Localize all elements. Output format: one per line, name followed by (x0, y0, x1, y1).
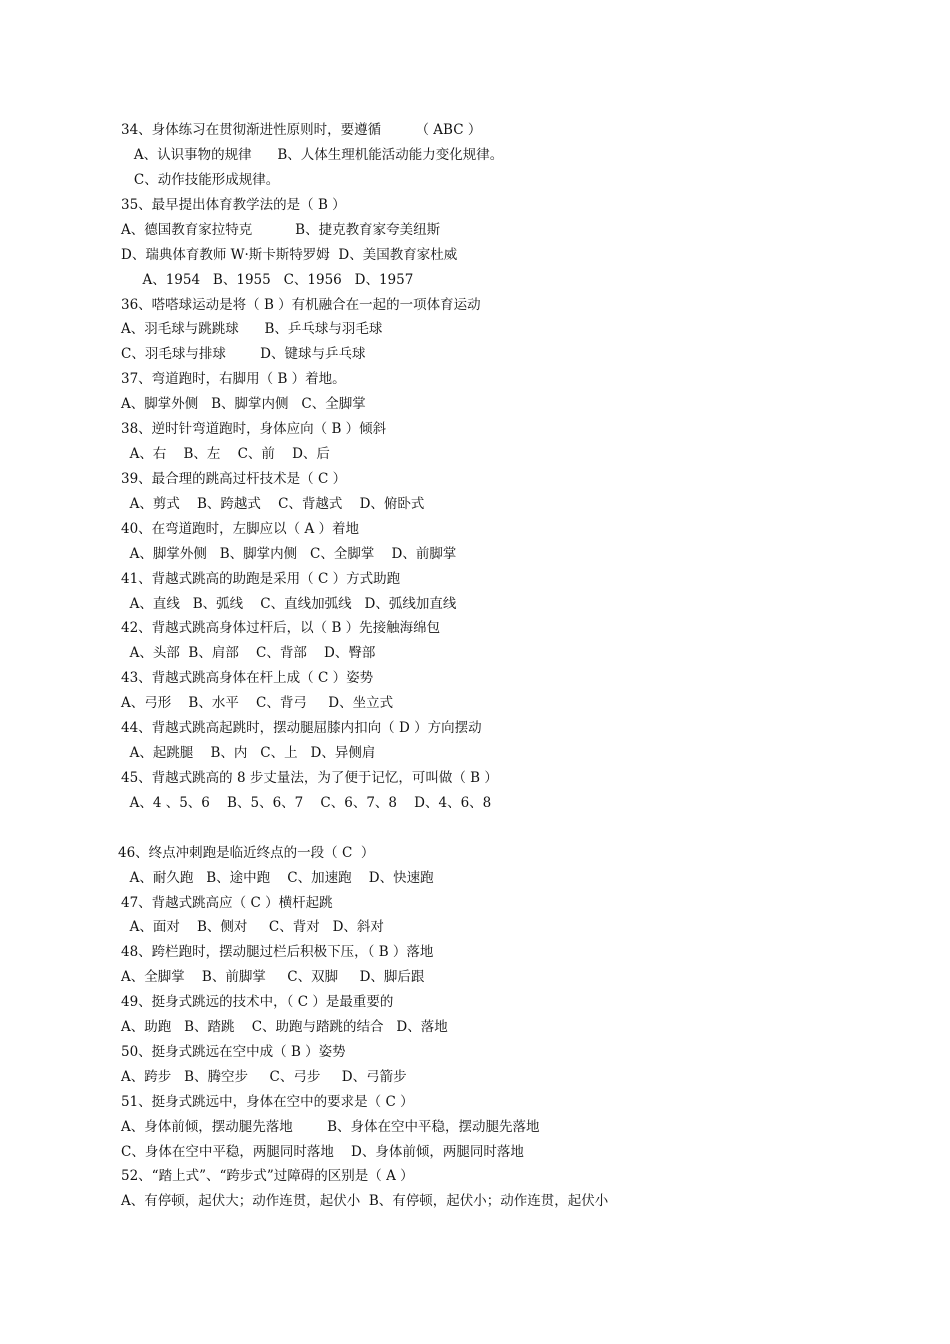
text-line: C、动作技能形成规律。 (121, 172, 280, 188)
text-line: A、面对 B、侧对 C、背对 D、斜对 (121, 919, 384, 935)
text-line: 50、挺身式跳远在空中成（ B ）姿势 (121, 1044, 346, 1060)
text-line: A、右 B、左 C、前 D、后 (121, 446, 330, 462)
text-line: 35、最早提出体育教学法的是（ B ） (121, 197, 346, 213)
text-line: A、脚掌外侧 B、脚掌内侧 C、全脚掌 (121, 396, 366, 412)
text-line: 46、终点冲刺跑是临近终点的一段（ C ） (118, 845, 375, 861)
text-line: C、身体在空中平稳，两腿同时落地 D、身体前倾，两腿同时落地 (121, 1144, 524, 1160)
text-line: A、直线 B、弧线 C、直线加弧线 D、弧线加直线 (121, 596, 457, 612)
text-line: A、头部 B、肩部 C、背部 D、臀部 (121, 645, 376, 661)
text-line: A、1954 B、1955 C、1956 D、1957 (121, 272, 414, 288)
text-line: A、4 、5、6 B、5、6、7 C、6、7、8 D、4、6、8 (121, 795, 492, 811)
text-line: A、认识事物的规律 B、人体生理机能活动能力变化规律。 (121, 147, 504, 163)
text-line: A、羽毛球与跳跳球 B、乒乓球与羽毛球 (121, 321, 383, 337)
text-line: 45、背越式跳高的 8 步丈量法，为了便于记忆，可叫做（ B ） (121, 770, 498, 786)
text-line: 47、背越式跳高应（ C ）横杆起跳 (121, 895, 333, 911)
text-line: 42、背越式跳高身体过杆后，以（ B ）先接触海绵包 (121, 620, 441, 636)
text-line: A、耐久跑 B、途中跑 C、加速跑 D、快速跑 (121, 870, 434, 886)
text-line: A、德国教育家拉特克 B、捷克教育家夸美纽斯 (121, 222, 441, 238)
text-line: 34、身体练习在贯彻渐进性原则时，要遵循 （ ABC ） (121, 122, 482, 138)
text-line: A、脚掌外侧 B、脚掌内侧 C、全脚掌 D、前脚掌 (121, 546, 457, 562)
text-line: A、弓形 B、水平 C、背弓 D、坐立式 (121, 695, 394, 711)
text-line: 49、挺身式跳远的技术中，（ C ）是最重要的 (121, 994, 394, 1010)
text-line: 40、在弯道跑时，左脚应以（ A ）着地 (121, 521, 360, 537)
text-line: 51、挺身式跳远中，身体在空中的要求是（ C ） (121, 1094, 414, 1110)
text-line: 38、逆时针弯道跑时，身体应向（ B ）倾斜 (121, 421, 387, 437)
text-line: D、瑞典体育教师 W·斯卡斯特罗姆 D、美国教育家杜威 (121, 247, 458, 263)
text-line: 36、嗒嗒球运动是将（ B ）有机融合在一起的一项体育运动 (121, 297, 481, 313)
text-line: A、跨步 B、腾空步 C、弓步 D、弓箭步 (121, 1069, 407, 1085)
text-line: A、全脚掌 B、前脚掌 C、双脚 D、脚后跟 (121, 969, 425, 985)
text-line: A、起跳腿 B、内 C、上 D、异侧肩 (121, 745, 376, 761)
text-line: A、剪式 B、跨越式 C、背越式 D、俯卧式 (121, 496, 425, 512)
text-line: A、有停顿，起伏大；动作连贯，起伏小 B、有停顿，起伏小；动作连贯，起伏小 (121, 1193, 609, 1209)
text-line: 44、背越式跳高起跳时，摆动腿屈膝内扣向（ D ）方向摆动 (121, 720, 482, 736)
text-line: 52、“踏上式”、“跨步式”过障碍的区别是（ A ） (121, 1168, 414, 1184)
text-line: A、身体前倾，摆动腿先落地 B、身体在空中平稳，摆动腿先落地 (121, 1119, 540, 1135)
text-line: 41、背越式跳高的助跑是采用（ C ）方式助跑 (121, 571, 401, 587)
text-line: A、助跑 B、踏跳 C、助跑与踏跳的结合 D、落地 (121, 1019, 448, 1035)
text-line: 43、背越式跳高身体在杆上成（ C ）姿势 (121, 670, 374, 686)
text-line: 37、弯道跑时，右脚用（ B ）着地。 (121, 371, 346, 387)
text-line: 39、最合理的跳高过杆技术是（ C ） (121, 471, 347, 487)
text-line: C、羽毛球与排球 D、键球与乒乓球 (121, 346, 366, 362)
text-line: 48、跨栏跑时，摆动腿过栏后积极下压，（ B ）落地 (121, 944, 434, 960)
